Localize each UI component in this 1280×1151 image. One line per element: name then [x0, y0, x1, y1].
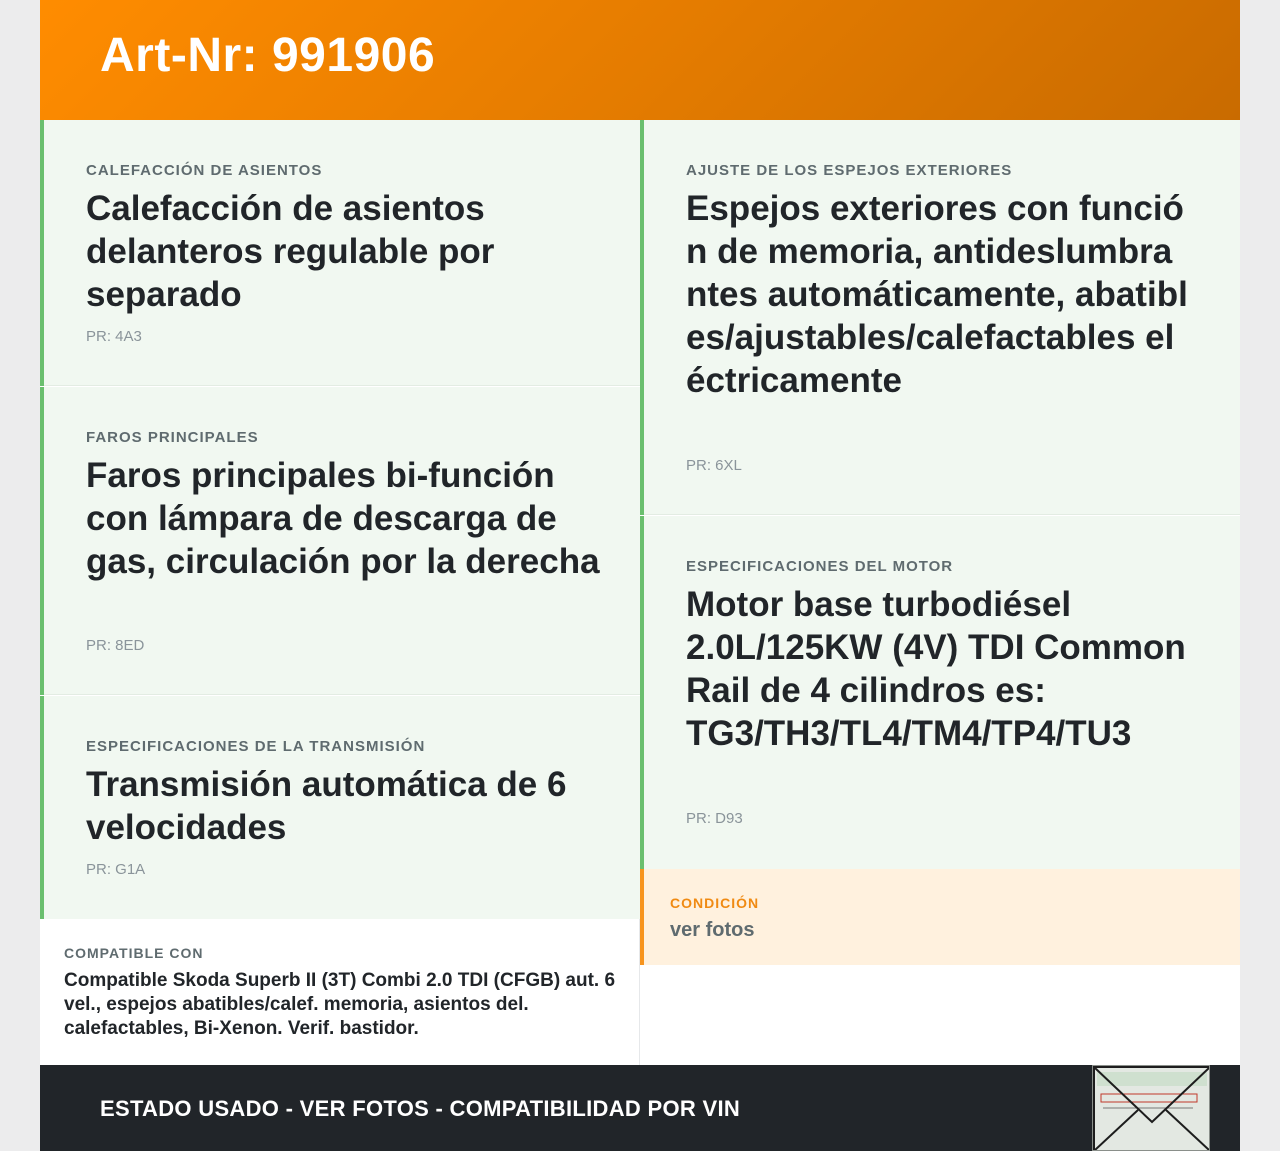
spec-category: ESPECIFICACIONES DE LA TRANSMISIÓN [86, 738, 426, 755]
spec-card-headlights [40, 387, 640, 695]
spec-pr-code: PR: 4A3 [86, 328, 142, 345]
card-divider [644, 514, 1240, 515]
header-banner [40, 0, 1240, 120]
spec-card-transmission [40, 696, 640, 919]
article-number-title: Art-Nr: 991906 [100, 29, 436, 82]
condition-label: CONDICIÓN [670, 895, 760, 911]
compatibility-label: COMPATIBLE CON [64, 945, 204, 961]
spec-title: Espejos exteriores con función de memoria, antideslumbrantes automáticamente, abatibles/ajustables/calefactables eléctricamente [686, 189, 1188, 400]
spec-pr-code: PR: G1A [86, 861, 146, 878]
card-divider [44, 694, 640, 695]
spec-card-seat-heating [40, 120, 640, 386]
footer-status-text: ESTADO USADO - VER FOTOS - COMPATIBILIDAD POR VIN [100, 1096, 741, 1121]
spec-pr-code: PR: 8ED [86, 637, 145, 654]
footer-bar [40, 1065, 1240, 1151]
spec-card-mirrors [640, 120, 1240, 515]
spec-title: Motor base turbodiésel 2.0L/125KW (4V) TDI Common Rail de 4 cilindros es: TG3/TH3/TL4/TM4/TP4/TU3 [686, 585, 1186, 753]
condition-value: ver fotos [670, 919, 755, 941]
envelope-photo-thumbnail-icon[interactable] [1092, 1065, 1210, 1151]
spec-category: ESPECIFICACIONES DEL MOTOR [686, 558, 954, 575]
condition-section [640, 869, 1240, 965]
spec-category: CALEFACCIÓN DE ASIENTOS [86, 162, 323, 179]
compatibility-section [40, 919, 640, 1065]
product-sheet [40, 0, 1240, 1151]
spec-title: Transmisión automática de 6 velocidades [86, 765, 567, 847]
spec-pr-code: PR: 6XL [686, 457, 742, 474]
spec-title: Calefacción de asientos delanteros regulable por separado [86, 189, 495, 314]
spec-category: AJUSTE DE LOS ESPEJOS EXTERIORES [686, 162, 1013, 179]
spec-card-engine [640, 516, 1240, 869]
spec-category: FAROS PRINCIPALES [86, 429, 259, 446]
spec-title: Faros principales bi-función con lámpara de descarga de gas, circulación por la derecha [86, 456, 600, 581]
card-divider [44, 385, 640, 386]
compatibility-text: Compatible Skoda Superb II (3T) Combi 2.0 TDI (CFGB) aut. 6 vel., espejos abatibles/calef. memoria, asientos del. calefactables, Bi-Xenon. Verif. bastidor. [64, 970, 616, 1039]
spec-pr-code: PR: D93 [686, 810, 743, 827]
envelope-icon [1093, 1066, 1210, 1151]
